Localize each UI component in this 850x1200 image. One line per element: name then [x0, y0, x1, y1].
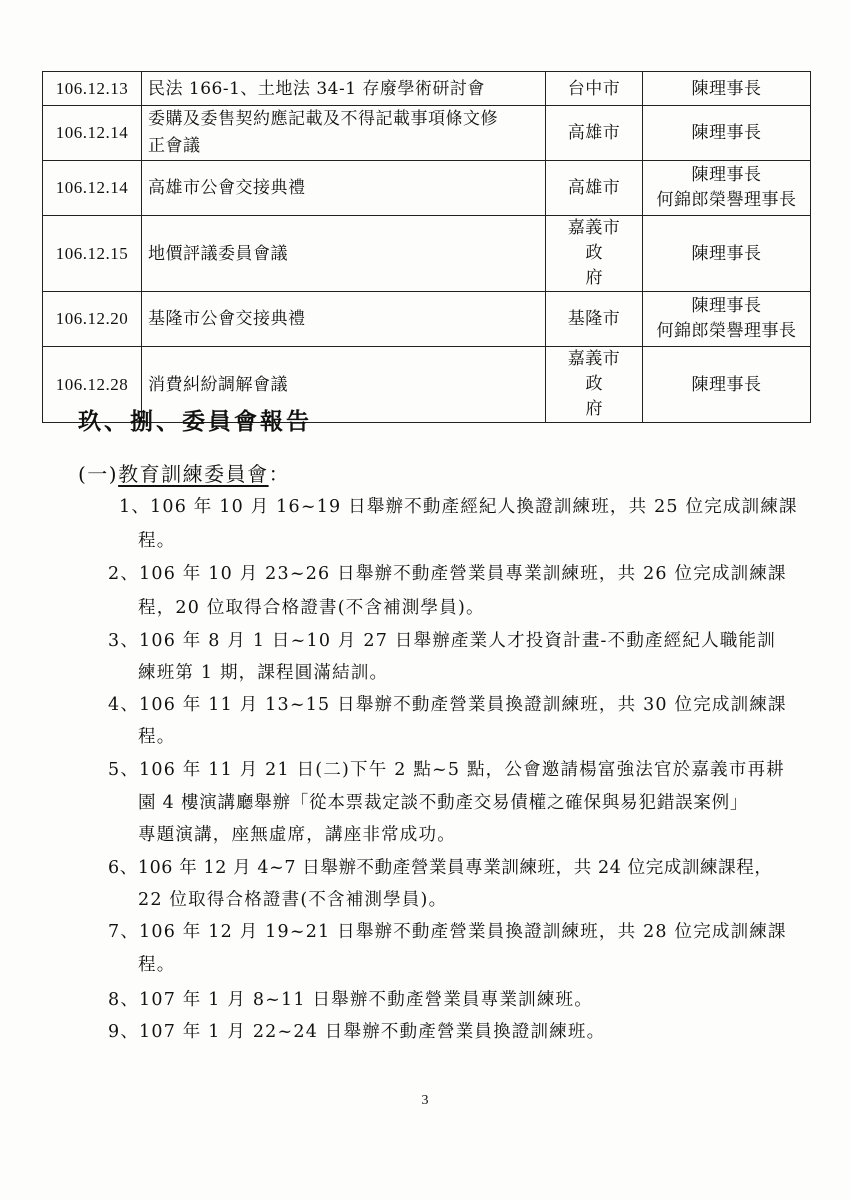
- table-row: [43, 216, 811, 292]
- item-number: 3、: [108, 631, 140, 651]
- event-name: 地價評議委員會議: [142, 216, 546, 292]
- item-text: 106 年 12 月 4~7 日舉辦不動產營業員專業訓練班，共 24 位完成訓練課程，: [137, 858, 773, 878]
- item-text: 106 年 12 月 19~21 日舉辦不動產營業員換證訓練班，共 28 位完成訓練課: [139, 922, 787, 942]
- list-item: [108, 687, 787, 723]
- attendee: 陳理事長: [691, 296, 762, 316]
- attendee: 陳理事長: [691, 123, 762, 143]
- attendee: 何錦郎榮譽理事長: [656, 190, 797, 210]
- list-item: [108, 752, 785, 788]
- table-row: [43, 72, 811, 106]
- item-number: 9、: [108, 1022, 140, 1042]
- item-number: 6、: [108, 858, 138, 878]
- event-date: 106.12.28: [43, 347, 142, 423]
- item-number: 5、: [108, 760, 140, 780]
- attendee: 何錦郎榮譽理事長: [656, 321, 797, 341]
- item-number: 4、: [108, 695, 140, 715]
- list-item: [119, 489, 798, 525]
- event-attendees: [643, 347, 811, 423]
- item-continuation: 園 4 樓演講廳舉辦「從本票裁定談不動產交易債權之確保與易犯錯誤案例」: [138, 793, 749, 813]
- item-number: 1、: [119, 497, 151, 517]
- event-name: 民法 166-1、土地法 34-1 存廢學術研討會: [142, 72, 546, 106]
- subsection-title: [78, 458, 290, 487]
- event-name: 基隆市公會交接典禮: [142, 292, 546, 347]
- item-continuation: 練班第 1 期，課程圓滿結訓。: [138, 663, 389, 683]
- event-date: 106.12.15: [43, 216, 142, 292]
- table-row: [43, 106, 811, 161]
- list-item: [108, 982, 593, 1018]
- subsection-prefix: (一): [78, 462, 119, 486]
- event-location: 高雄市: [546, 161, 643, 216]
- event-attendees: [643, 72, 811, 106]
- table-row: [43, 292, 811, 347]
- list-item: [108, 623, 776, 659]
- event-location: [546, 347, 643, 423]
- event-location: [546, 216, 643, 292]
- item-continuation: 程。: [138, 531, 176, 551]
- item-text: 107 年 1 月 8~11 日舉辦不動產營業員專業訓練班。: [139, 990, 593, 1010]
- attendee: 陳理事長: [691, 165, 762, 185]
- attendee: 陳理事長: [691, 374, 762, 395]
- item-number: 7、: [108, 922, 140, 942]
- event-location: 台中市: [546, 72, 643, 106]
- event-name: 消費糾紛調解會議: [142, 347, 546, 423]
- item-number: 2、: [108, 564, 140, 584]
- location-line: 政府: [585, 243, 629, 288]
- item-text: 106 年 10 月 23~26 日舉辦不動產營業員專業訓練班，共 26 位完成訓練課: [139, 564, 787, 584]
- item-number: 8、: [108, 990, 140, 1010]
- page-number: 3: [421, 1093, 429, 1108]
- list-item: [108, 914, 787, 950]
- item-continuation: 程。: [138, 727, 176, 747]
- event-attendees: [643, 216, 811, 292]
- item-text: 106 年 10 月 16~19 日舉辦不動產經紀人換證訓練班，共 25 位完成訓練課: [150, 497, 798, 517]
- list-item: [108, 1014, 605, 1050]
- item-continuation: 專題演講，座無虛席，講座非常成功。: [138, 825, 456, 845]
- event-name: 委購及委售契約應記載及不得記載事項條文修正會議: [142, 106, 546, 161]
- event-date: 106.12.13: [43, 72, 142, 106]
- events-table: [42, 71, 811, 423]
- event-date: 106.12.14: [43, 106, 142, 161]
- event-attendees: [643, 292, 811, 347]
- item-text: 107 年 1 月 22~24 日舉辦不動產營業員換證訓練班。: [139, 1022, 606, 1042]
- item-text: 106 年 11 月 13~15 日舉辦不動產營業員換證訓練班，共 30 位完成訓練課: [139, 695, 787, 715]
- item-continuation: 22 位取得合格證書(不含補測學員)。: [138, 890, 448, 910]
- event-location: 高雄市: [546, 106, 643, 161]
- event-date: 106.12.20: [43, 292, 142, 347]
- location-line: 政府: [585, 374, 629, 419]
- attendee: 陳理事長: [691, 78, 762, 99]
- item-continuation: 程。: [138, 955, 176, 975]
- event-location: 基隆市: [546, 292, 643, 347]
- item-text: 106 年 8 月 1 日~10 月 27 日舉辦產業人才投資計畫-不動產經紀人職能訓: [139, 631, 776, 651]
- subsection-suffix: ：: [268, 462, 291, 486]
- event-attendees: [643, 161, 811, 216]
- attendee: 陳理事長: [691, 243, 762, 264]
- event-attendees: [643, 106, 811, 161]
- subsection-name: 教育訓練委員會: [118, 462, 269, 486]
- section-title: 玖、捌、委員會報告: [78, 408, 312, 435]
- event-date: 106.12.14: [43, 161, 142, 216]
- table-row: [43, 161, 811, 216]
- location-line: 嘉義市: [567, 218, 621, 238]
- location-line: 嘉義市: [567, 349, 621, 369]
- item-text: 106 年 11 月 21 日(二)下午 2 點~5 點，公會邀請楊富強法官於嘉義市再耕: [139, 760, 785, 780]
- event-name: 高雄市公會交接典禮: [142, 161, 546, 216]
- list-item: [108, 556, 787, 592]
- list-item: [108, 850, 772, 886]
- item-continuation: 程，20 位取得合格證書(不含補測學員)。: [138, 598, 485, 618]
